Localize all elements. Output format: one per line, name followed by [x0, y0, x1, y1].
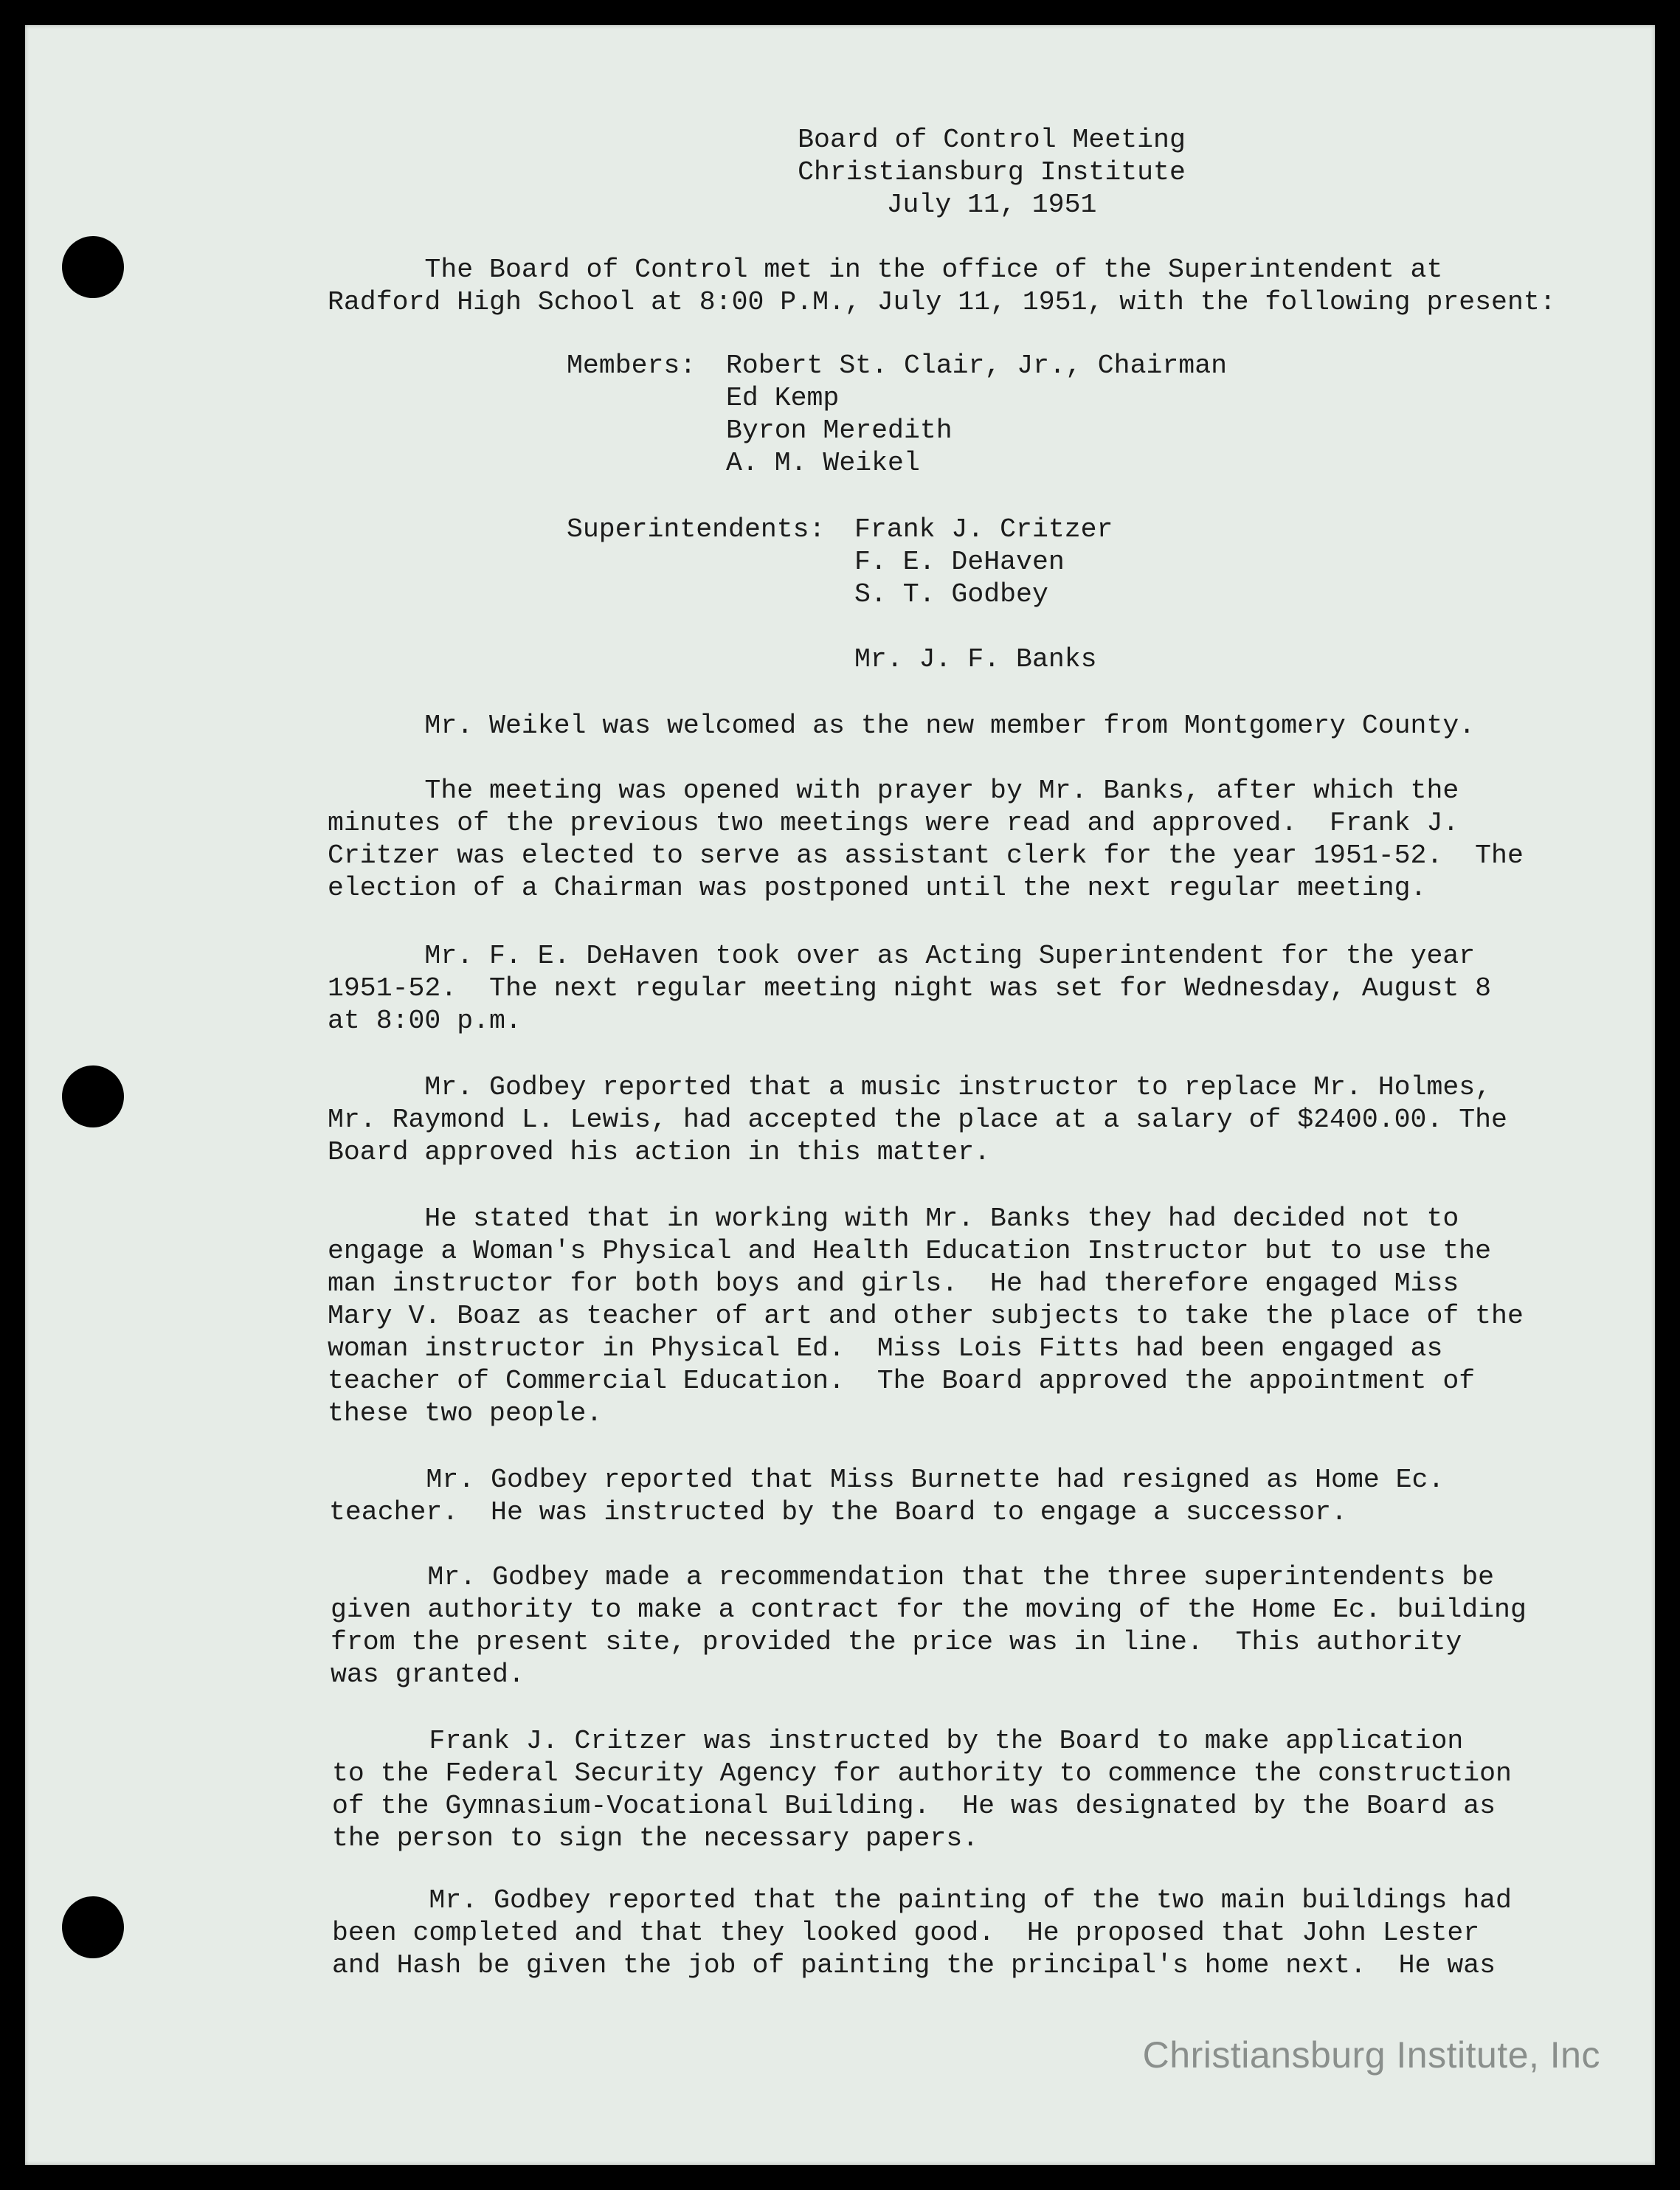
- superintendent-name: F. E. DeHaven: [854, 547, 1065, 577]
- paragraph-line: was granted.: [331, 1659, 525, 1690]
- paragraph-line: engage a Woman's Physical and Health Education Instructor but to use the: [328, 1236, 1492, 1266]
- superintendent-name: S. T. Godbey: [854, 579, 1048, 609]
- paragraph-line: been completed and that they looked good. He proposed that John Lester: [332, 1918, 1480, 1948]
- paragraph-line: Mr. Godbey reported that a music instructor to replace Mr. Holmes,: [328, 1072, 1492, 1102]
- paragraph: [328, 940, 1582, 1037]
- paragraph: [328, 1071, 1582, 1169]
- punch-hole: [62, 236, 124, 298]
- paragraph: [331, 1561, 1585, 1691]
- paragraph-line: of the Gymnasium-Vocational Building. He was designated by the Board as: [332, 1791, 1496, 1821]
- paragraph-line: Mr. Raymond L. Lewis, had accepted the place at a salary of $2400.00. The: [328, 1105, 1507, 1135]
- paragraph-line: at 8:00 p.m.: [328, 1006, 522, 1036]
- paragraph-line: the person to sign the necessary papers.: [332, 1823, 979, 1854]
- member-name: Byron Meredith: [726, 415, 953, 446]
- paragraph-line: Critzer was elected to serve as assistant clerk for the year 1951-52. The: [328, 840, 1524, 871]
- document-page: [25, 25, 1655, 2165]
- paragraph: [328, 1203, 1582, 1430]
- paragraph: [332, 1885, 1586, 1982]
- paragraph-line: The meeting was opened with prayer by Mr. Banks, after which the: [328, 776, 1459, 806]
- member-name: Robert St. Clair, Jr., Chairman: [726, 350, 1228, 381]
- intro-line: The Board of Control met in the office of the Superintendent at: [328, 255, 1443, 285]
- paragraph-line: Mr. Godbey reported that the painting of the two main buildings had: [332, 1885, 1512, 1916]
- title-line-1: Board of Control Meeting: [798, 125, 1186, 155]
- paragraph-line: woman instructor in Physical Ed. Miss Lois Fitts had been engaged as: [328, 1333, 1443, 1364]
- paragraph-line: Mr. Godbey made a recommendation that the three superintendents be: [331, 1562, 1495, 1592]
- attendee-name: Mr. J. F. Banks: [854, 644, 1097, 674]
- intro-line: Radford High School at 8:00 P.M., July 11, 1951, with the following present:: [328, 287, 1556, 317]
- paragraph-line: Mr. Godbey reported that Miss Burnette had resigned as Home Ec.: [329, 1465, 1445, 1495]
- paragraph: [328, 710, 1582, 742]
- paragraph-line: He stated that in working with Mr. Banks they had decided not to: [328, 1203, 1459, 1234]
- member-name: A. M. Weikel: [726, 448, 920, 478]
- paragraph-line: Frank J. Critzer was instructed by the Board to make application: [332, 1726, 1464, 1756]
- superintendent-name: Frank J. Critzer: [854, 514, 1113, 545]
- member-name: Ed Kemp: [726, 383, 840, 413]
- paragraph-line: teacher of Commercial Education. The Board approved the appointment of: [328, 1366, 1476, 1396]
- paragraph-line: Mr. Weikel was welcomed as the new member from Montgomery County.: [328, 711, 1476, 741]
- paragraph: [332, 1725, 1586, 1855]
- paragraph-line: given authority to make a contract for the moving of the Home Ec. building: [331, 1595, 1527, 1625]
- paragraph: [328, 775, 1582, 905]
- paragraph-line: these two people.: [328, 1398, 603, 1429]
- members-label: Members:: [567, 350, 696, 381]
- watermark: Christiansburg Institute, Inc: [1142, 2034, 1600, 2076]
- paragraph: [329, 1464, 1583, 1529]
- paragraph-line: man instructor for both boys and girls. He had therefore engaged Miss: [328, 1268, 1459, 1299]
- punch-hole: [62, 1065, 124, 1127]
- paragraph-line: to the Federal Security Agency for authority to commence the construction: [332, 1758, 1512, 1789]
- title-line-2: Christiansburg Institute: [798, 157, 1186, 187]
- paragraph-line: Board approved his action in this matter.: [328, 1137, 991, 1167]
- paragraph-line: Mr. F. E. DeHaven took over as Acting Superintendent for the year: [328, 941, 1476, 971]
- paragraph-line: minutes of the previous two meetings were read and approved. Frank J.: [328, 808, 1459, 838]
- paragraph-line: teacher. He was instructed by the Board to engage a successor.: [329, 1497, 1347, 1527]
- paragraph-line: election of a Chairman was postponed until the next regular meeting.: [328, 873, 1427, 903]
- paragraph-line: 1951-52. The next regular meeting night was set for Wednesday, August 8: [328, 973, 1492, 1004]
- punch-hole: [62, 1896, 124, 1958]
- superintendents-label: Superintendents:: [567, 514, 826, 545]
- paragraph-line: Mary V. Boaz as teacher of art and other subjects to take the place of the: [328, 1301, 1524, 1331]
- title-line-3: July 11, 1951: [886, 190, 1097, 220]
- paragraph-line: and Hash be given the job of painting the principal's home next. He was: [332, 1950, 1496, 1980]
- paragraph-line: from the present site, provided the price was in line. This authority: [331, 1627, 1462, 1657]
